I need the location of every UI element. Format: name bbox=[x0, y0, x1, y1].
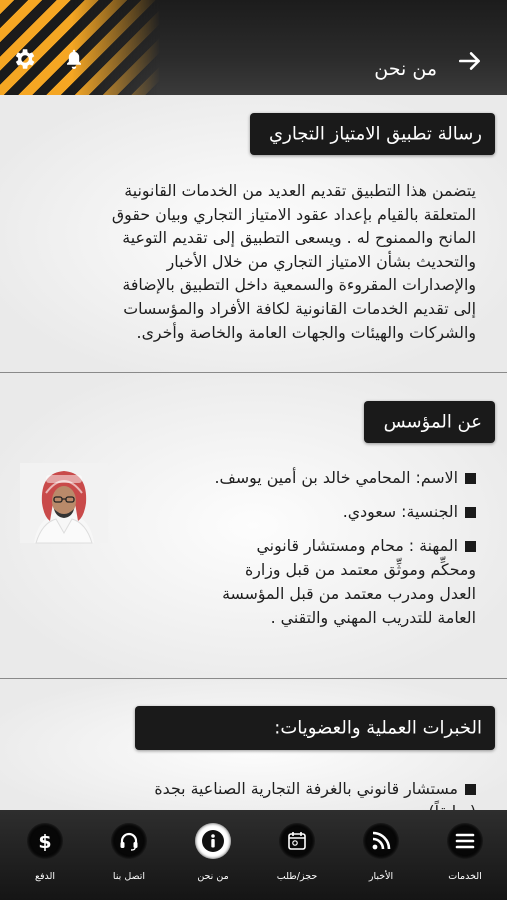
founder-avatar-image bbox=[20, 463, 108, 543]
profession-line: العامة للتدريب المهني والتقني . bbox=[270, 608, 476, 627]
bottom-nav bbox=[0, 810, 507, 900]
tab-payment[interactable] bbox=[3, 810, 87, 900]
gear-icon[interactable] bbox=[11, 46, 37, 72]
bullet-square-icon bbox=[465, 473, 476, 484]
content-area[interactable] bbox=[0, 95, 507, 810]
founder-photo bbox=[20, 463, 108, 543]
founder-heading bbox=[364, 401, 495, 443]
menu-icon bbox=[447, 823, 483, 859]
founder-nationality: الجنسية: سعودي. bbox=[342, 502, 458, 521]
experience-item bbox=[36, 777, 476, 801]
profession-line: ومحكِّم وموثِّق معتمد من قبل وزارة bbox=[244, 560, 476, 579]
message-heading bbox=[250, 113, 495, 155]
dollar-icon bbox=[27, 823, 63, 859]
paragraph-line: إلى تقديم الخدمات القانونية لكافة الأفراد والمؤسسات bbox=[123, 298, 476, 318]
back-arrow-icon[interactable] bbox=[457, 48, 483, 74]
founder-profession-item bbox=[146, 534, 476, 630]
tab-about[interactable] bbox=[171, 810, 255, 900]
tab-label: اتصل بنا bbox=[112, 871, 146, 882]
profession-line: العدل ومدرب معتمد من قبل المؤسسة bbox=[222, 584, 476, 603]
app-header bbox=[0, 0, 507, 95]
tab-label: الخدمات bbox=[448, 871, 482, 882]
experience-heading bbox=[135, 706, 495, 750]
tab-label: الدفع bbox=[34, 871, 56, 882]
founder-nationality-item bbox=[146, 500, 476, 524]
tab-label: حجز/طلب bbox=[276, 871, 318, 882]
paragraph-line: والإصدارات المقروءة والسمعية داخل التطبيق بالإضافة bbox=[122, 275, 476, 295]
tab-label: الأخبار bbox=[368, 871, 394, 882]
founder-name: الاسم: المحامي خالد بن أمين يوسف. bbox=[214, 468, 458, 487]
bullet-square-icon bbox=[465, 541, 476, 552]
tab-label: من نحن bbox=[197, 871, 229, 882]
tab-contact[interactable] bbox=[87, 810, 171, 900]
experience-line: مستشار قانوني بالغرفة التجارية الصناعية بجدة bbox=[154, 779, 458, 798]
bell-icon[interactable] bbox=[62, 46, 86, 72]
headset-icon bbox=[111, 823, 147, 859]
page-title: من نحن bbox=[374, 58, 437, 80]
calendar-icon bbox=[279, 823, 315, 859]
paragraph-line: المانح والممنوح له . ويسعى التطبيق إلى تقديم التوعية bbox=[122, 228, 476, 248]
tab-news[interactable] bbox=[339, 810, 423, 900]
tab-services[interactable] bbox=[423, 810, 507, 900]
rss-icon bbox=[363, 823, 399, 859]
paragraph-line: والتحديث بشأن الامتياز التجاري من خلال الأخبار bbox=[166, 251, 476, 271]
paragraph-line: المتعلقة بالقيام بإعداد عقود الامتياز التجاري وبيان حقوق bbox=[111, 204, 476, 224]
message-paragraph bbox=[31, 179, 476, 344]
profession-line: المهنة : محام ومستشار قانوني bbox=[256, 536, 458, 555]
paragraph-line: والشركات والهيئات والجهات العامة والخاصة وأخرى. bbox=[136, 322, 476, 342]
paragraph-line: يتضمن هذا التطبيق تقديم العديد من الخدمات القانونية bbox=[124, 181, 476, 200]
tab-booking[interactable] bbox=[255, 810, 339, 900]
info-icon bbox=[195, 823, 231, 859]
svg-text:$: $ bbox=[38, 831, 52, 853]
experience-heading-text: الخبرات العملية والعضويات: bbox=[274, 717, 482, 739]
founder-heading-text: عن المؤسس bbox=[383, 411, 482, 433]
founder-details bbox=[146, 466, 476, 640]
bullet-square-icon bbox=[465, 784, 476, 795]
message-heading-text: رسالة تطبيق الامتياز التجاري bbox=[269, 123, 482, 145]
founder-name-item bbox=[146, 466, 476, 490]
bullet-square-icon bbox=[465, 507, 476, 518]
